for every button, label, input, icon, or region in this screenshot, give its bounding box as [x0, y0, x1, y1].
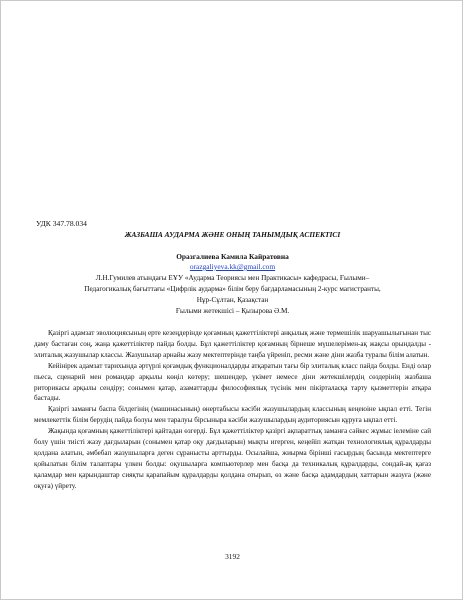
affiliation-line: Нұр-Сұлтан, Қазақстан — [196, 296, 269, 304]
article-body — [34, 328, 431, 492]
body-paragraph: Кейінірек адамзат тарихында әртүрлі қоғамдық функционалдарды атқаратын тағы бір элиталық класс пайда болды. Енді олар пьеса, сценарий мен романдар арқылы көңіл көтеру; шешендер, үкімет немесе діни жетекшілердің сөздерінің жазбаша риторикасы арқылы сендіру; сонымен қатар, азаматтарды философиялық түсінік мен пікірталасқа тарту қызметтерін атқара бастады. — [34, 361, 431, 403]
affiliation-block — [31, 273, 434, 317]
supervisor-line: Ғылыми жетекшісі – Қызырова Ә.М. — [175, 307, 290, 315]
article-title: ЖАЗБАША АУДАРМА ЖӘНЕ ОНЫҢ ТАНЫМДЫҚ АСПЕКТІСІ — [124, 230, 341, 239]
author-email-link[interactable]: orazgaliyeva.kk@gmail.com — [189, 262, 276, 271]
body-paragraph: Қазіргі заманғы баспа білдегінің (машинасының) өнертабысы кәсіби жазушылардың классының кеңеюіне ықпал етті. Тегін мемлекеттік білім берудің пайда болуы мен таралуы бірсыныра кәсіби жазушылардың аудиториясын құруға ықпал етті. — [34, 405, 431, 425]
page-number: 3192 — [225, 552, 240, 561]
affiliation-line: Педагогикалық бағыттағы «Цифрлік аударма» білім беру бағдарламасының 2-курс магистранты, — [84, 285, 381, 293]
affiliation-line: Л.Н.Гумилев атындағы ЕҰУ «Аударма Теориясы мен Практикасы» кафедрасы, Ғылыми– — [95, 274, 370, 282]
author-name: Оразгалиева Камила Кайратовна — [176, 252, 289, 261]
body-paragraph: Жақында қоғамның қажеттіліктері қайтадан өзгерді. Бұл қажеттіліктер қазіргі ақпараттық заманға сәйкес жұмыс іелеміне сай болу үшін тиісті жазу дағдыларын (сонымен қатар оқу дағдыларын) мықты игерген, кеңейіп жатқан технологиялық құралдарды қолдана алатын, әмбебап жазушыларға деген сұранысты арттырды. Осылайша, жиырма бірінші ғасырдың басында мектептерге қойылатын білім талаптары үлкен болды: оқушыларға компьютерлер мен басқа да техникалық құралдарды, сондай-ақ қағаз қаламдар мен қарындаштар сияқты қарапайым құралдарды қолдана отырып, өз және басқа адамдардың хаттарын жазуға (және оқуға) үйрету. — [34, 427, 431, 490]
body-paragraph: Қазіргі адамзат эволюциясының ерте кезеңдерінде қоғамның қажеттіліктері анқылық және термешілік шаруашылығынан тыс даму бастаған соң, жаңа қажеттіліктер пайда болды. Бұл қажеттіліктер қоғамның бірнеше мүшелерімен-ақ жақсы орындалды - элиталық жазушылар классы. Жазушылар арнайы жазу мектептерінде таңба үйреніп, ресми және діни жазба туралы білім алатын. — [34, 329, 431, 359]
udk-code: УДК 347.78.034 — [36, 219, 87, 228]
